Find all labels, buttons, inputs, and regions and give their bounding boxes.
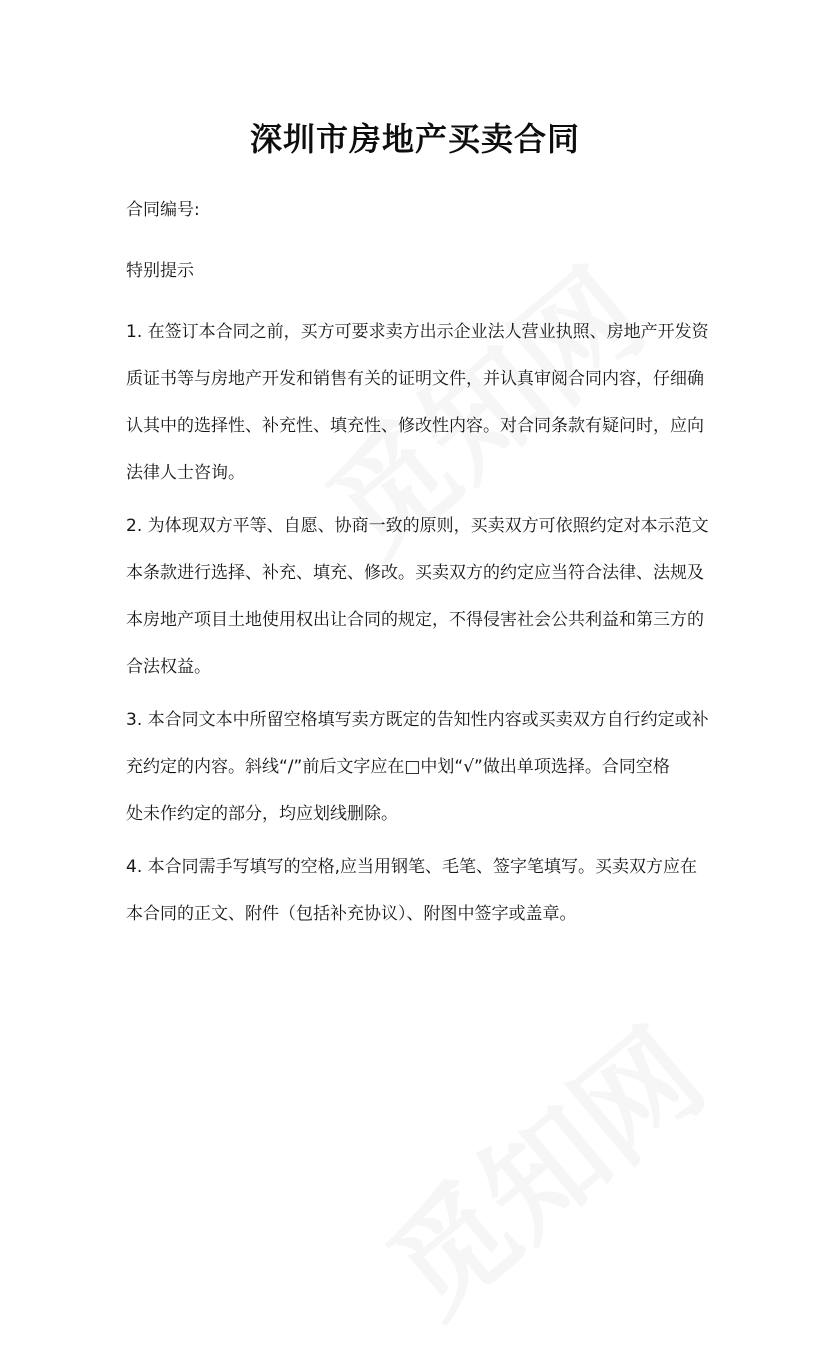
paragraph-line: 质证书等与房地产开发和销售有关的证明文件，并认真审阅合同内容，仔细确 — [126, 369, 704, 389]
paragraph-line: 本房地产项目土地使用权出让合同的规定，不得侵害社会公共利益和第三方的 — [126, 610, 704, 630]
document-title: 深圳市房地产买卖合同 — [249, 120, 580, 158]
paragraph-line: 认其中的选择性、补充性、填充性、修改性内容。对合同条款有疑问时，应向 — [126, 416, 704, 436]
paragraph-line: 处未作约定的部分，均应划线删除。 — [126, 804, 398, 824]
paragraph-line: 3. 本合同文本中所留空格填写卖方既定的告知性内容或买卖双方自行约定或补 — [126, 710, 709, 730]
watermark — [347, 984, 733, 1347]
notice-paragraph-2 — [126, 514, 716, 702]
paragraph-line: 本条款进行选择、补充、填充、修改。买卖双方的约定应当符合法律、法规及 — [126, 563, 704, 583]
paragraph-line: 2. 为体现双方平等、自愿、协商一致的原则，买卖双方可依照约定对本示范文 — [126, 516, 709, 536]
notice-paragraph-3 — [126, 708, 716, 849]
paragraph-line: 4. 本合同需手写填写的空格,应当用钢笔、毛笔、签字笔填写。买卖双方应在 — [126, 857, 698, 877]
paragraph-line: 法律人士咨询。 — [126, 463, 245, 483]
contract-number-label: 合同编号: — [126, 200, 200, 220]
paragraph-line: 本合同的正文、附件（包括补充协议）、附图中签字或盖章。 — [126, 904, 577, 924]
special-notice-heading: 特别提示 — [126, 261, 194, 281]
paragraph-line: 充约定的内容。斜线“/”前后文字应在□中划“√”做出单项选择。合同空格 — [126, 757, 670, 777]
paragraph-line: 1. 在签订本合同之前，买方可要求卖方出示企业法人营业执照、房地产开发资 — [126, 322, 709, 342]
notice-paragraph-4 — [126, 855, 716, 949]
paragraph-line: 合法权益。 — [126, 657, 211, 677]
notice-paragraph-1 — [126, 320, 716, 508]
